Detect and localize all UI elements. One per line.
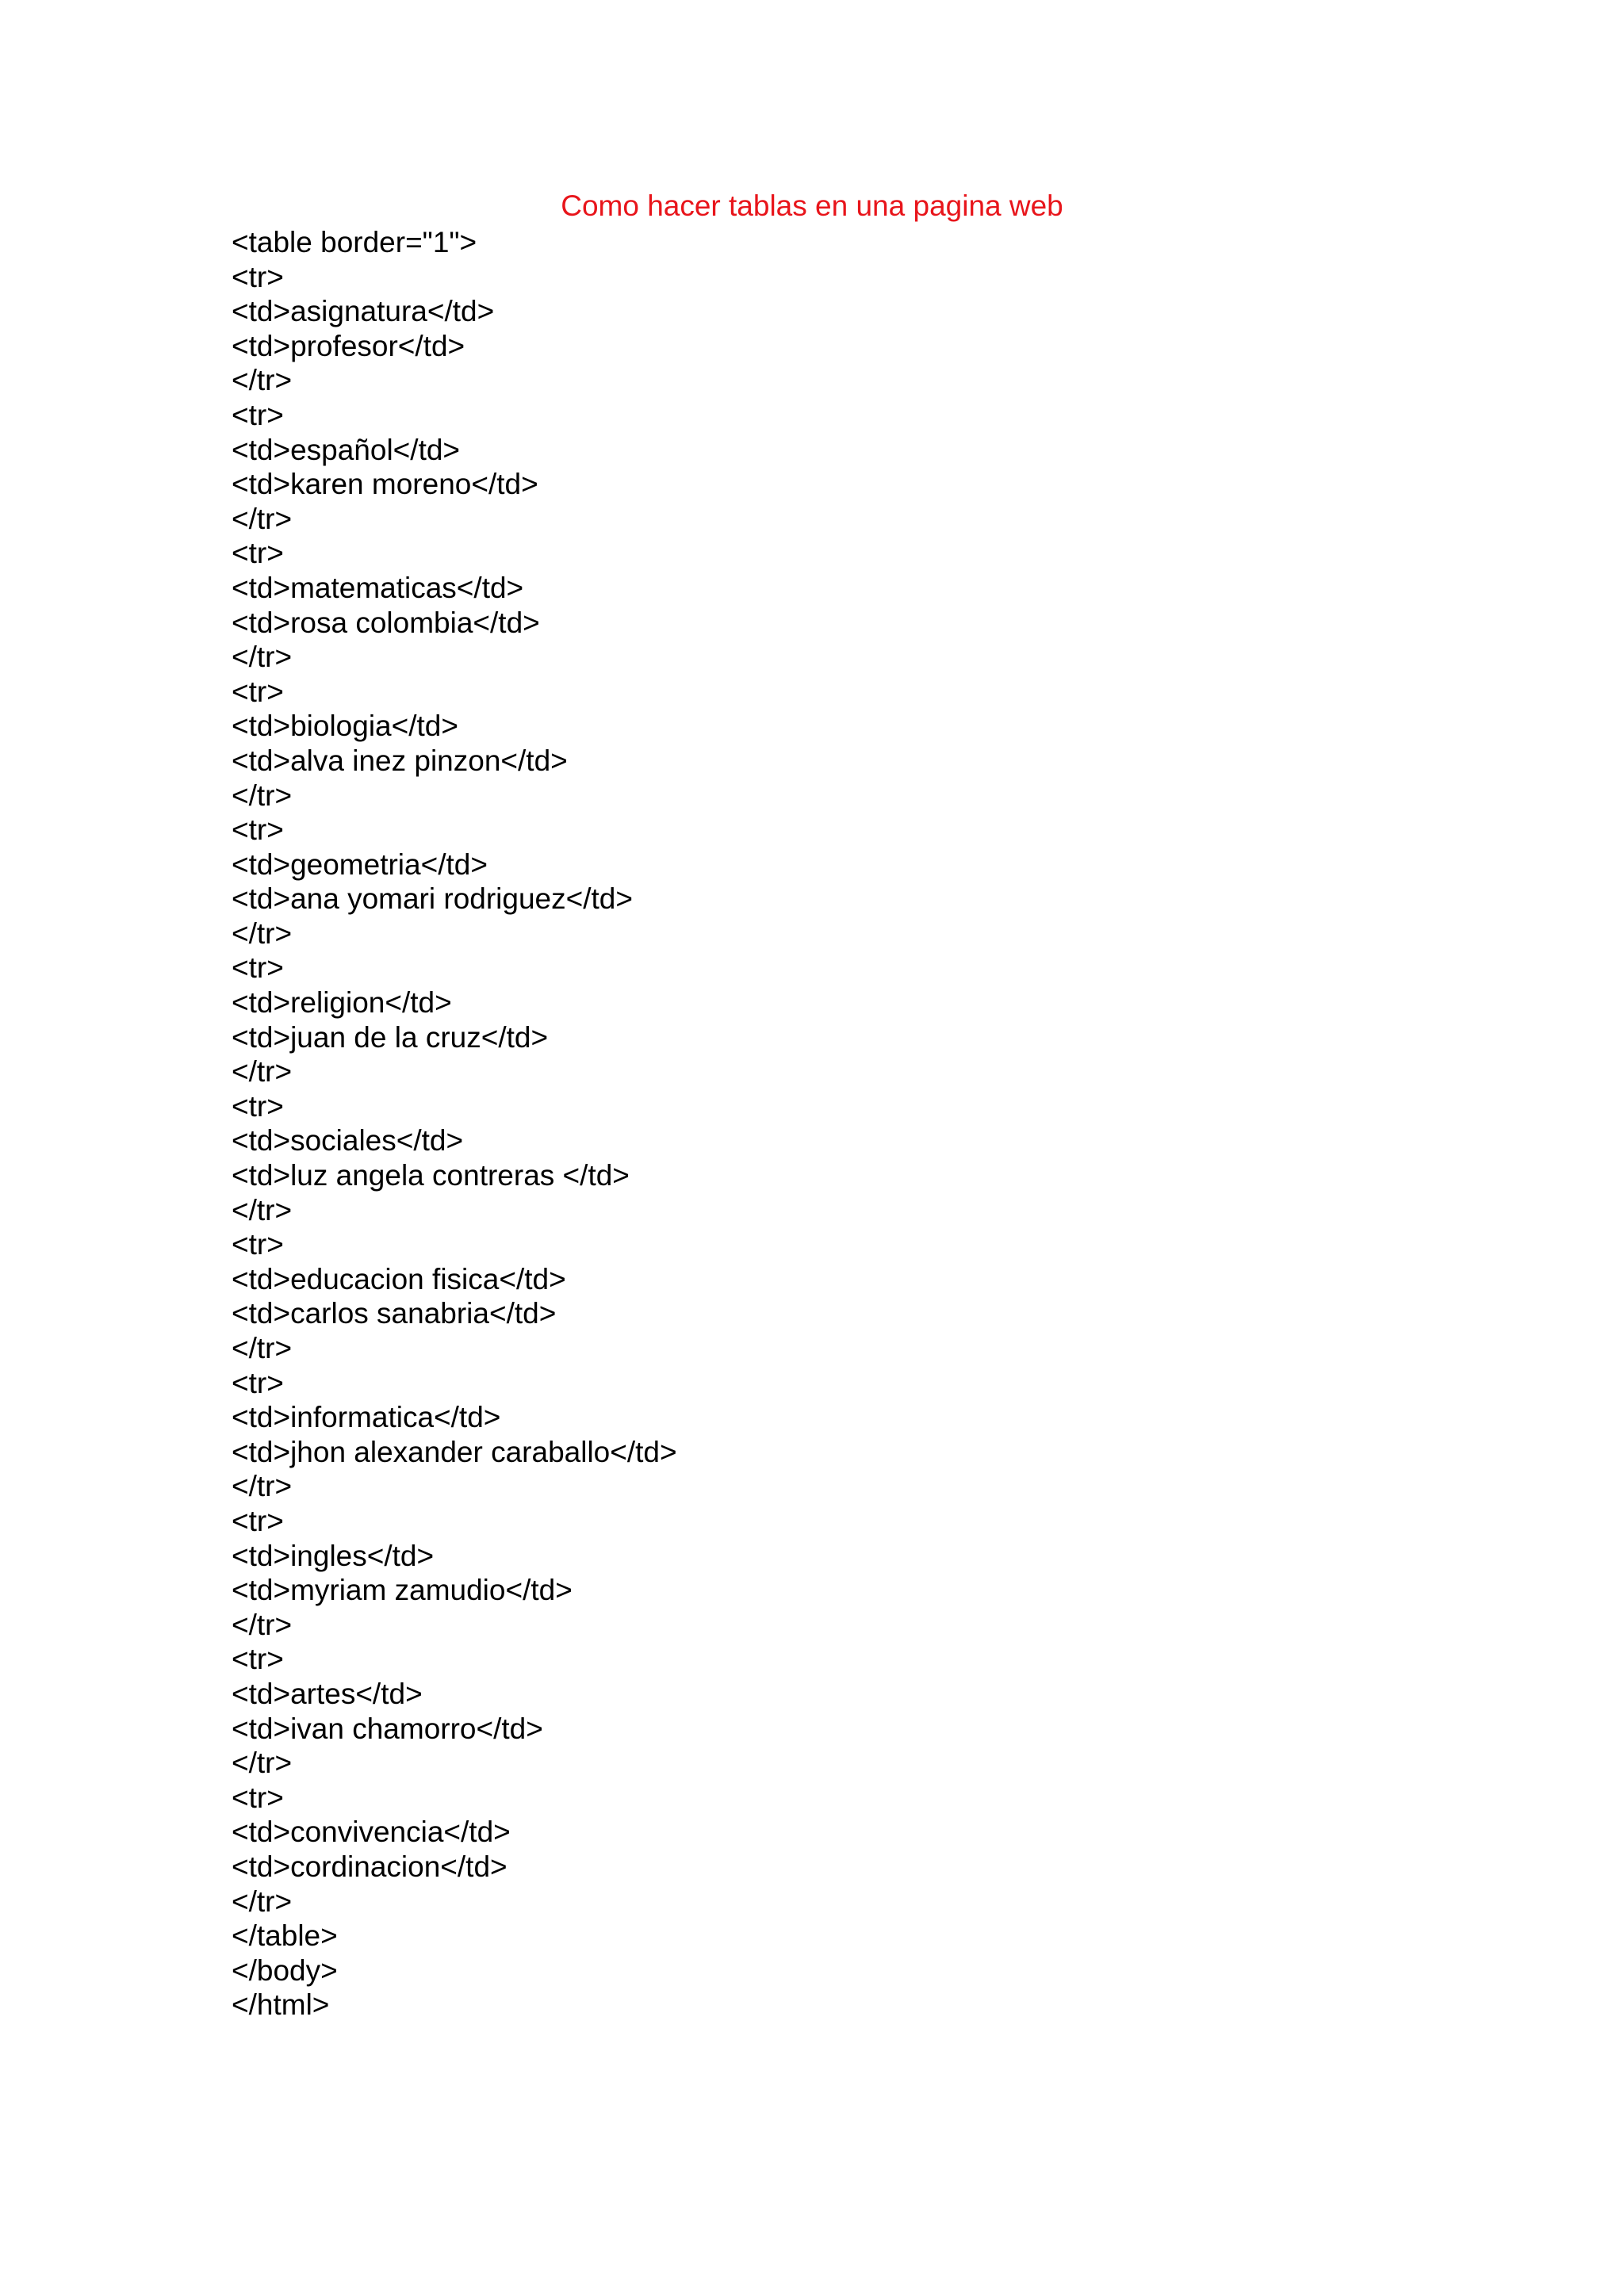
code-line: <td>profesor</td> — [232, 329, 465, 362]
code-line: <td>convivencia</td> — [232, 1816, 511, 1849]
code-line: </body> — [232, 1954, 338, 1987]
code-line: <td>educacion fisica</td> — [232, 1262, 566, 1295]
code-line: <td>español</td> — [232, 433, 461, 466]
code-line: <td>asignatura</td> — [232, 295, 495, 328]
code-line: <td>sociales</td> — [232, 1124, 464, 1158]
code-line: </tr> — [232, 1885, 293, 1918]
code-line: <tr> — [232, 537, 284, 570]
code-line: <td>carlos sanabria</td> — [232, 1297, 557, 1330]
code-line: <td>rosa colombia</td> — [232, 606, 540, 639]
code-line: <td>informatica</td> — [232, 1401, 501, 1434]
code-listing — [232, 225, 677, 2022]
code-line: <td>jhon alexander caraballo</td> — [232, 1435, 677, 1468]
code-line: <tr> — [232, 1781, 284, 1814]
code-line: <tr> — [232, 1089, 284, 1123]
code-line: <td>karen moreno</td> — [232, 468, 538, 501]
code-line: <td>ingles</td> — [232, 1539, 435, 1572]
code-line: </tr> — [232, 1747, 293, 1780]
code-line: <tr> — [232, 398, 284, 431]
code-line: <td>myriam zamudio</td> — [232, 1574, 573, 1607]
code-line: <tr> — [232, 1366, 284, 1399]
code-line: </tr> — [232, 779, 293, 812]
code-line: <td>luz angela contreras </td> — [232, 1159, 630, 1192]
code-line: <td>alva inez pinzon</td> — [232, 744, 568, 777]
code-line: <tr> — [232, 1643, 284, 1676]
code-line: </html> — [232, 1988, 330, 2022]
code-line: <tr> — [232, 951, 284, 985]
code-line: <td>matematicas</td> — [232, 571, 524, 604]
code-line: </tr> — [232, 1193, 293, 1226]
code-line: <td>artes</td> — [232, 1677, 423, 1710]
code-line: <td>geometria</td> — [232, 848, 488, 881]
code-line: </tr> — [232, 502, 293, 535]
code-line: <td>juan de la cruz</td> — [232, 1020, 549, 1054]
code-line: </tr> — [232, 641, 293, 674]
code-line: </tr> — [232, 1055, 293, 1089]
document-title: Como hacer tablas en una pagina web — [561, 189, 1063, 222]
code-line: <tr> — [232, 813, 284, 847]
code-line: <td>biologia</td> — [232, 710, 458, 743]
code-line: <td>ana yomari rodriguez</td> — [232, 882, 633, 916]
code-line: </tr> — [232, 1470, 293, 1503]
code-line: <td>cordinacion</td> — [232, 1850, 508, 1883]
code-line: <td>religion</td> — [232, 986, 452, 1020]
code-line: <tr> — [232, 675, 284, 708]
code-line: <td>ivan chamorro</td> — [232, 1712, 543, 1745]
code-line: </table> — [232, 1919, 338, 1953]
code-line: <tr> — [232, 260, 284, 293]
code-line: <table border="1"> — [232, 226, 477, 258]
code-line: <tr> — [232, 1504, 284, 1537]
code-line: </tr> — [232, 1332, 293, 1364]
code-line: <tr> — [232, 1228, 284, 1261]
code-line: </tr> — [232, 916, 293, 950]
code-line: </tr> — [232, 1608, 293, 1641]
code-line: </tr> — [232, 364, 293, 397]
